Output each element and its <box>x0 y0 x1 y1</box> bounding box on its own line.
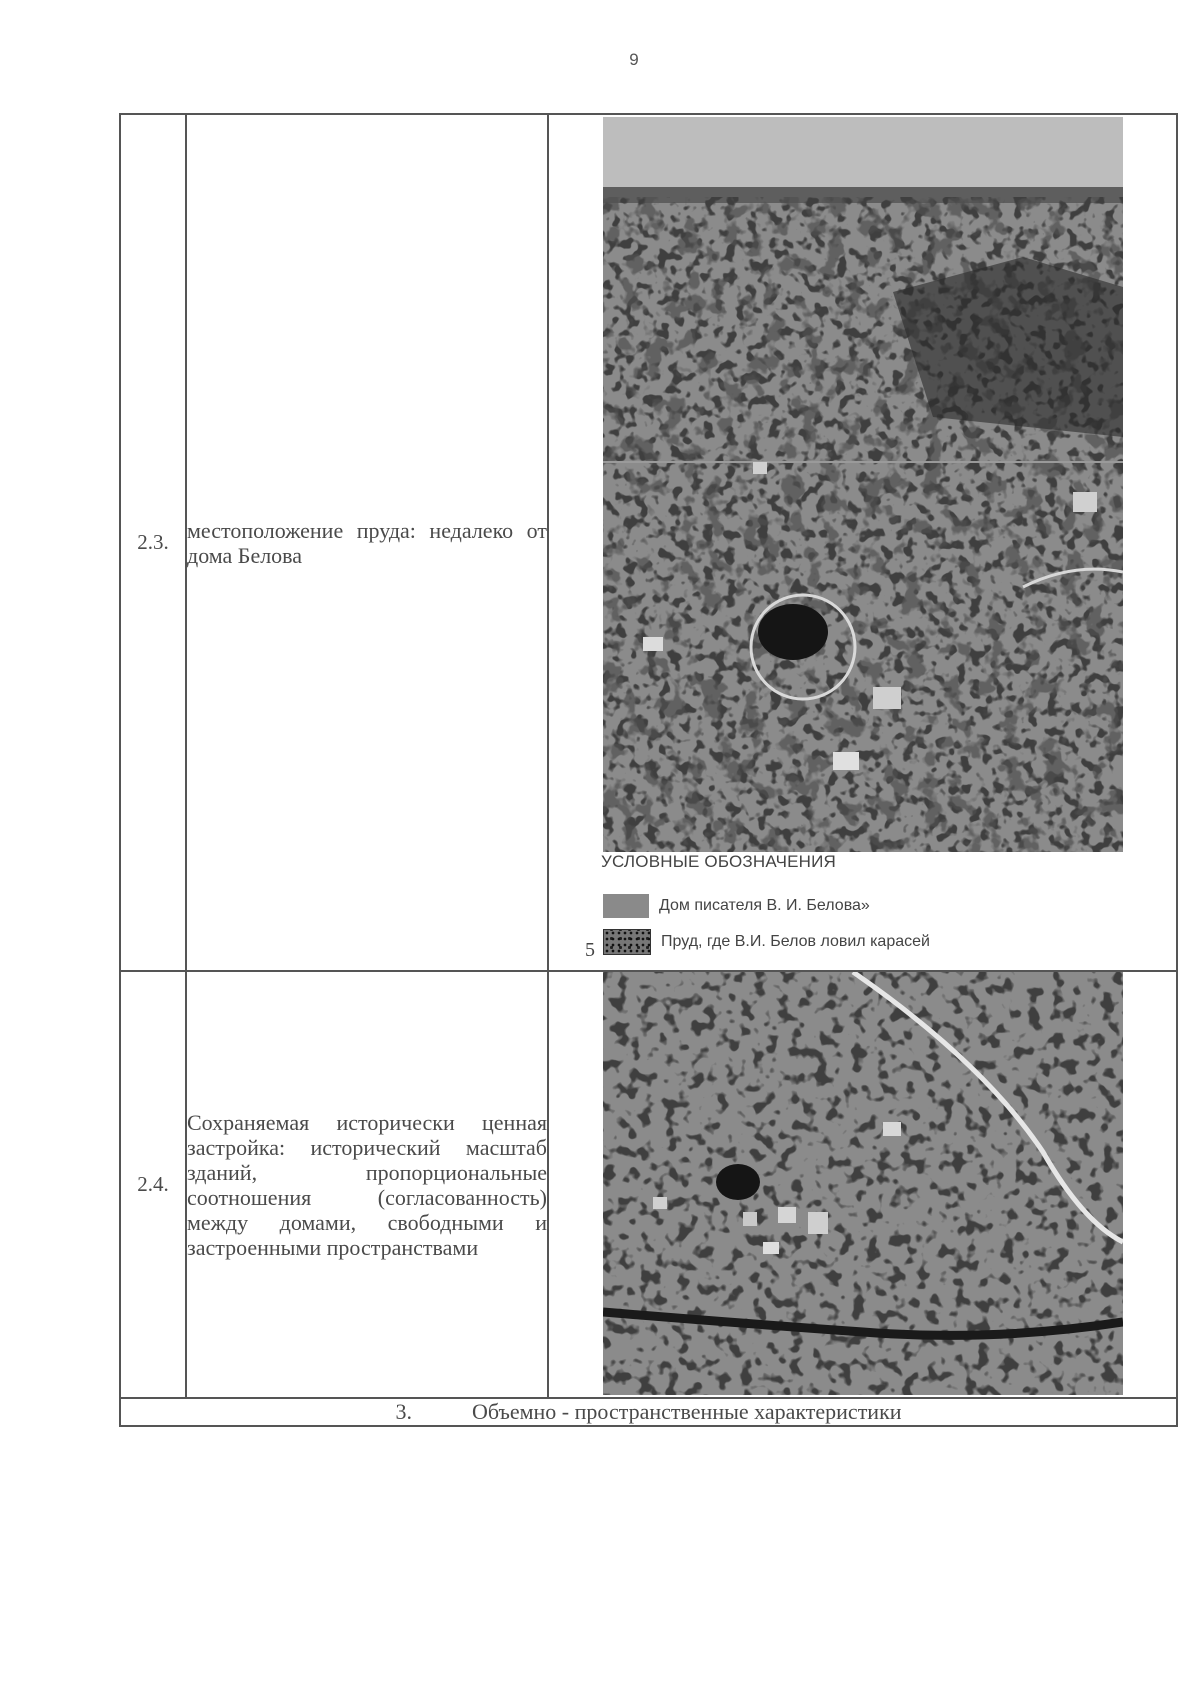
legend-label: Пруд, где В.И. Белов ловил карасей <box>661 933 930 950</box>
aerial-map-image <box>603 117 1123 852</box>
table-row <box>120 971 1177 1398</box>
row-image-cell <box>548 114 1177 971</box>
aerial-map-image <box>603 972 1123 1395</box>
row-description <box>186 971 548 1398</box>
legend-title: УСЛОВНЫЕ ОБОЗНАЧЕНИЯ <box>601 852 837 871</box>
legend-label: Дом писателя В. И. Белова» <box>659 897 870 914</box>
section-title: Объемно - пространственные характеристики <box>471 1399 902 1424</box>
legend-swatch-icon <box>603 929 651 955</box>
row-number: 2.3. <box>120 114 186 971</box>
stray-mark: 5 <box>585 939 595 961</box>
row-description-text: местоположение пруда: недалеко от дома Белова <box>187 517 547 568</box>
section-heading <box>120 1398 1177 1426</box>
legend-swatch-icon <box>603 894 649 918</box>
section-number: 3. <box>395 1399 412 1424</box>
page-number: 9 <box>629 50 639 69</box>
table-row <box>120 1398 1177 1426</box>
row-number: 2.4. <box>120 971 186 1398</box>
legend-item-pond <box>603 930 930 954</box>
legend-item-house <box>603 894 870 918</box>
table-row <box>120 114 1177 971</box>
row-image-cell <box>548 971 1177 1398</box>
row-description-text: Сохраняемая исторически ценная застройка: исторический масштаб зданий, пропорциональные соотношения (согласованность) между домами, свободными и застроенными пространствами <box>187 1109 547 1260</box>
row-description <box>186 114 548 971</box>
document-table <box>119 113 1178 1427</box>
